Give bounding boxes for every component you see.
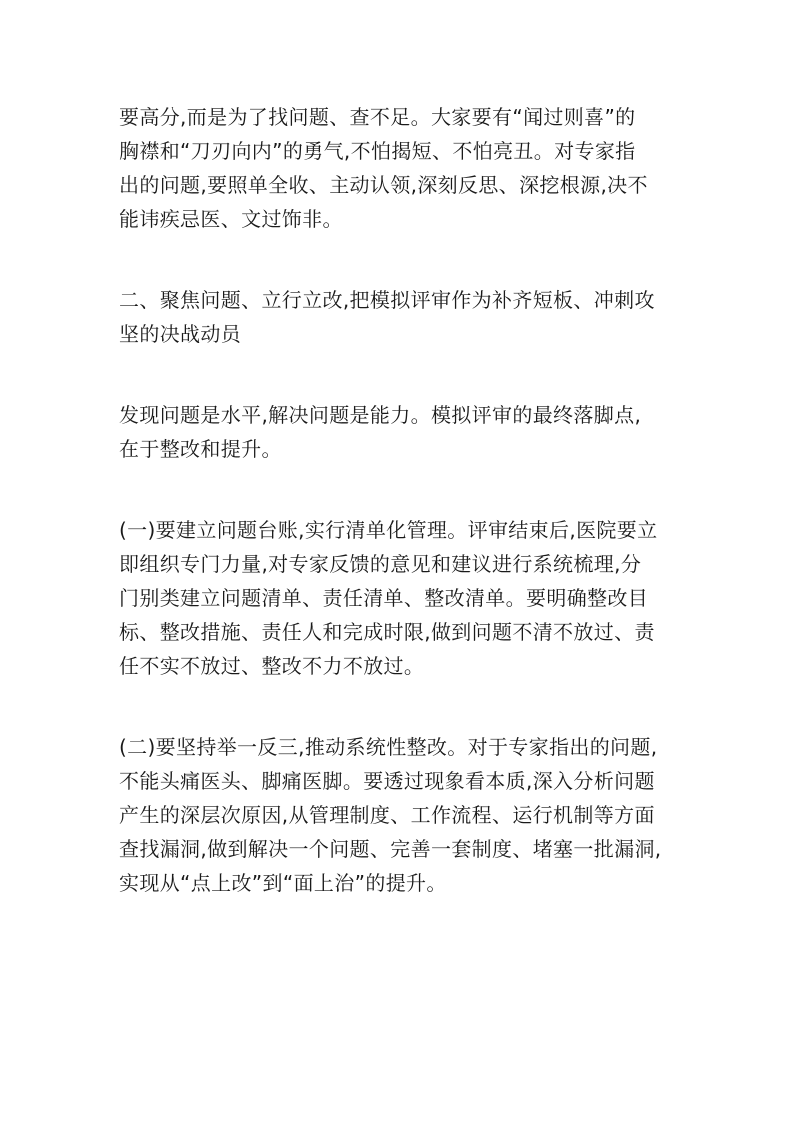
paragraph-review-attitude xyxy=(119,100,679,236)
text-line: 任不实不放过、整改不力不放过。 xyxy=(119,654,425,678)
heading-line: 二、聚焦问题、立行立改,把模拟评审作为补齐短板、冲刺攻 xyxy=(119,288,655,312)
text-line: 不能头痛医头、脚痛医脚。要透过现象看本质,深入分析问题 xyxy=(119,769,655,793)
text-line: (一)要建立问题台账,实行清单化管理。评审结束后,医院要立 xyxy=(119,518,658,542)
document-body xyxy=(119,100,679,947)
text-line: 产生的深层次原因,从管理制度、工作流程、运行机制等方面 xyxy=(119,803,655,827)
paragraph-rectification-intro xyxy=(119,398,679,466)
heading-line: 坚的决战动员 xyxy=(119,322,242,346)
text-line: (二)要坚持举一反三,推动系统性整改。对于专家指出的问题, xyxy=(119,735,658,759)
text-line: 能讳疾忌医、文过饰非。 xyxy=(119,207,343,231)
text-line: 胸襟和“刀刃向内”的勇气,不怕揭短、不怕亮丑。对专家指 xyxy=(119,139,636,163)
text-line: 门别类建立问题清单、责任清单、整改清单。要明确整改目 xyxy=(119,586,649,610)
paragraph-item-1 xyxy=(119,513,679,683)
text-line: 标、整改措施、责任人和完成时限,做到问题不清不放过、责 xyxy=(119,620,655,644)
paragraph-item-2 xyxy=(119,730,679,900)
text-line: 在于整改和提升。 xyxy=(119,437,282,461)
text-line: 出的问题,要照单全收、主动认领,深刻反思、深挖根源,决不 xyxy=(119,173,648,197)
text-line: 即组织专门力量,对专家反馈的意见和建议进行系统梳理,分 xyxy=(119,552,642,576)
text-line: 实现从“点上改”到“面上治”的提升。 xyxy=(119,871,447,895)
text-line: 要高分,而是为了找问题、查不足。大家要有“闻过则喜”的 xyxy=(119,105,636,129)
text-line: 查找漏洞,做到解决一个问题、完善一套制度、堵塞一批漏洞, xyxy=(119,837,662,861)
section-heading-2 xyxy=(119,283,679,351)
text-line: 发现问题是水平,解决问题是能力。模拟评审的最终落脚点, xyxy=(119,403,642,427)
